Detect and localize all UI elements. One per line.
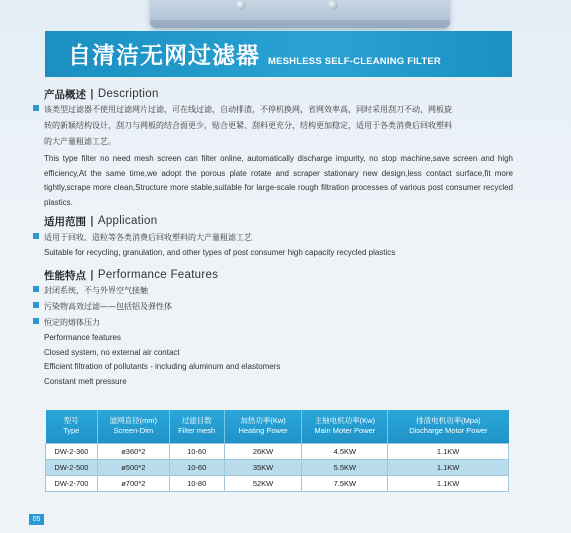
col-heating-power: 加热功率(Kw) Heating Power <box>224 410 302 443</box>
col-discharge-motor-power: 排渣电机功率(Mpa) Discharge Motor Power <box>388 410 509 443</box>
spec-table <box>45 410 509 492</box>
performance-body: 封闭系统，不与外界空气接触 污染物高效过滤——包括铝及弹性体 恒定的熔体压力 Performance features Closed system, no external air contact Efficient filtration of pollutants - including aluminum and elastomers Constant melt pressure <box>33 283 513 389</box>
bullet-icon <box>33 233 39 239</box>
performance-heading: 性能特点 | Performance Features <box>44 269 219 282</box>
product-image-edge <box>150 0 450 28</box>
table-row: DW-2-700 ø700*2 10-80 52KW 7.5KW 1.1KW <box>46 475 509 491</box>
col-filter-mesh: 过滤目数 Filter mesh <box>169 410 224 443</box>
bullet-icon <box>33 302 39 308</box>
bolt-graphic <box>328 0 338 10</box>
table-row: DW-2-500 ø500*2 10-60 35KW 5.5KW 1.1KW <box>46 459 509 475</box>
page-number: 05 <box>29 514 44 525</box>
bullet-icon <box>33 286 39 292</box>
col-main-motor-power: 主轴电机功率(Kw) Main Moter Power <box>302 410 388 443</box>
table-header-row <box>46 410 509 443</box>
bolt-graphic <box>236 0 246 10</box>
page-title-en: MESHLESS SELF-CLEANING FILTER <box>268 56 441 67</box>
list-item: 封闭系统，不与外界空气接触 <box>33 283 513 299</box>
bullet-icon <box>33 318 39 324</box>
table-row: DW-2-360 ø360*2 10-60 26KW 4.5KW 1.1KW <box>46 443 509 459</box>
col-type: 型号 Type <box>46 410 98 443</box>
description-en: This type filter no need mesh screen can filter online, automatically discharge impurity, no stop machine,save screen and high efficiency,At the same time,we adopt the porous plate rotate and scraper stationary new design,less contact surface,fit more tightly,scrape more clean,Structure more stable,suitable for large-scale rough filtration processes of various post consumer recycled plastics. <box>44 154 513 207</box>
list-item: 恒定的熔体压力 <box>33 315 513 331</box>
col-screen-dim: 滤网直径(mm) Screen-Dim <box>97 410 169 443</box>
application-heading: 适用范围 | Application <box>44 215 158 228</box>
description-cn: 该类型过滤器不使用过滤网片过滤，可在线过滤，自动排渣，不停机换网，省网效率高，同时采用刮刀不动，网板旋 转的新颖结构设计，刮刀与网板的结合面更少，贴合更紧、刮料更充分，结构更加稳定，适用于各类消费后回收塑料 的大产量粗滤工艺。 <box>33 102 513 150</box>
page-title-cn: 自清洁无网过滤器 <box>68 43 260 69</box>
bullet-icon <box>33 105 39 111</box>
application-body: 适用于回收、造粒等各类消费后回收塑料的大产量粗滤工艺 Suitable for recycling, granulation, and other types of post consumer high capacity recycled plastics <box>33 230 513 261</box>
description-heading: 产品概述 | Description <box>44 88 159 101</box>
list-item: 污染物高效过滤——包括铝及弹性体 <box>33 299 513 315</box>
title-banner <box>45 31 512 77</box>
